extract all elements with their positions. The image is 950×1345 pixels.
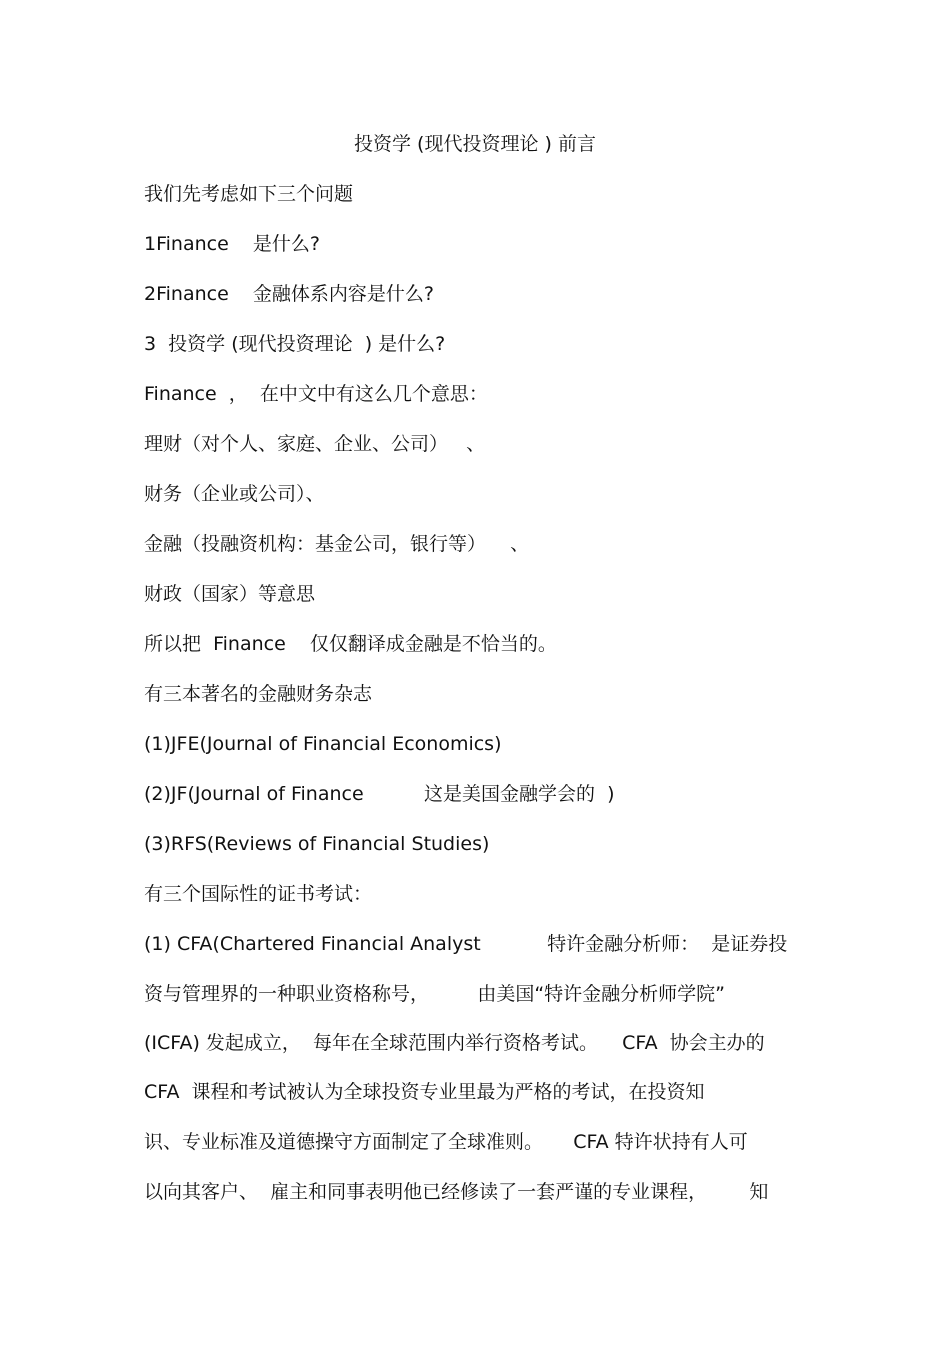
- text-line: (2)JF(Journal of Finance 这是美国金融学会的 ): [144, 783, 615, 805]
- text-line: 财务（企业或公司）、: [144, 483, 325, 505]
- text-line: (1)JFE(Journal of Financial Economics): [144, 733, 502, 755]
- text-line: 财政（国家）等意思: [144, 583, 316, 605]
- text-line: 3 投资学 (现代投资理论 ) 是什么?: [144, 333, 446, 355]
- paragraph-line: CFA 课程和考试被认为全球投资专业里最为严格的考试，在投资知: [144, 1081, 705, 1103]
- paragraph-line: 资与管理界的一种职业资格称号， 由美国“特许金融分析师学院”: [144, 983, 726, 1005]
- text-line: Finance ， 在中文中有这么几个意思：: [144, 383, 488, 405]
- text-line: 金融（投融资机构：基金公司，银行等） 、: [144, 533, 530, 555]
- paragraph-line: (ICFA) 发起成立， 每年在全球范围内举行资格考试。 CFA 协会主办的: [144, 1032, 765, 1054]
- paragraph-line: 识、专业标准及道德操守方面制定了全球准则。 CFA 特许状持有人可: [144, 1131, 748, 1153]
- paragraph-line: (1) CFA(Chartered Financial Analyst 特许金融分析师： 是证券投: [144, 933, 788, 955]
- text-line: 理财（对个人、家庭、企业、公司） 、: [144, 433, 486, 455]
- text-line: 我们先考虑如下三个问题: [144, 183, 354, 205]
- page-title: 投资学 (现代投资理论 ) 前言: [354, 133, 596, 155]
- text-line: 有三个国际性的证书考试：: [144, 883, 373, 905]
- paragraph-line: 以向其客户、 雇主和同事表明他已经修读了一套严谨的专业课程， 知: [144, 1181, 769, 1203]
- text-line: (3)RFS(Reviews of Financial Studies): [144, 833, 490, 855]
- text-line: 2Finance 金融体系内容是什么?: [144, 283, 435, 305]
- text-line: 有三本著名的金融财务杂志: [144, 683, 373, 705]
- text-line: 所以把 Finance 仅仅翻译成金融是不恰当的。: [144, 633, 557, 655]
- text-line: 1Finance 是什么?: [144, 233, 321, 255]
